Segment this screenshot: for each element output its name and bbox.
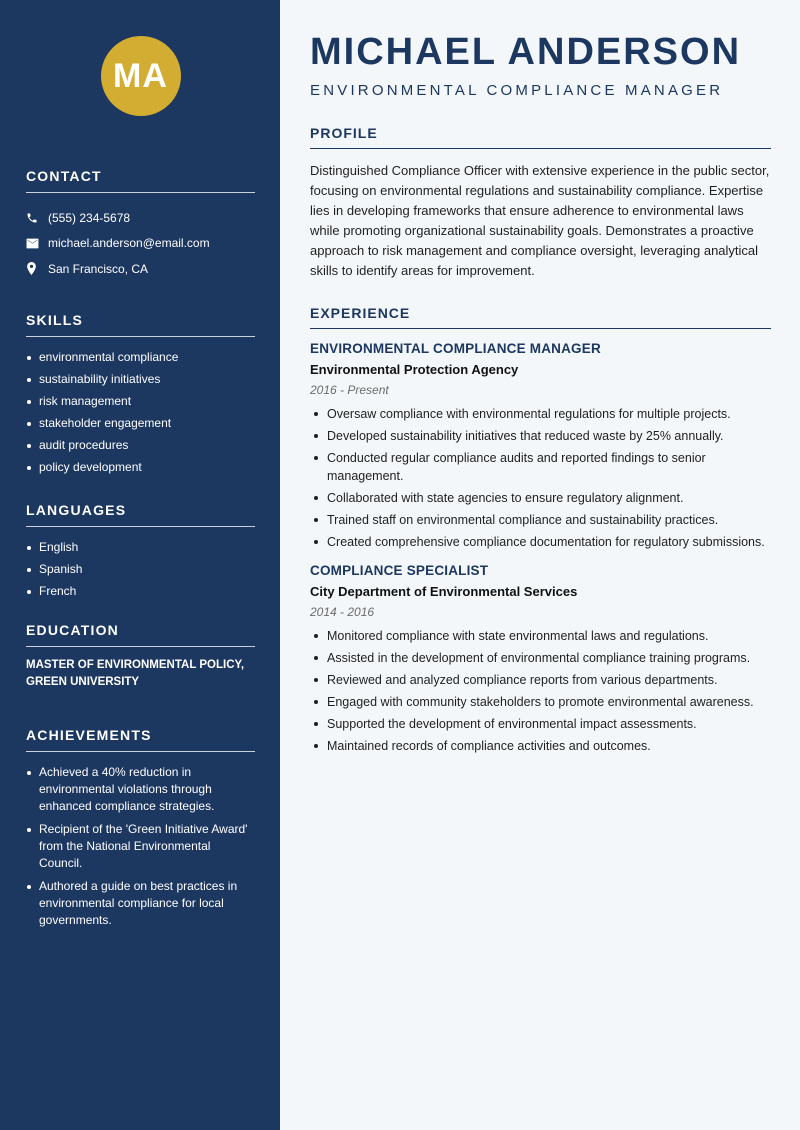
phone-text[interactable]: (555) 234-5678 (48, 210, 131, 225)
contact-title: CONTACT (26, 168, 255, 193)
achievements-section (26, 727, 255, 929)
job-dates: 2014 - 2016 (310, 605, 375, 619)
contact-section (26, 168, 255, 282)
phone-icon (26, 212, 48, 224)
job-entry (310, 341, 771, 551)
job-company: City Department of Environmental Services (310, 584, 578, 599)
job-bullets (310, 627, 771, 755)
job-title: ENVIRONMENTAL COMPLIANCE MANAGER (310, 341, 601, 356)
contact-phone (26, 205, 255, 231)
location-pin-icon (26, 262, 48, 275)
job-bullet: Assisted in the development of environmental compliance training programs. (310, 649, 771, 667)
skill-item: environmental compliance (26, 349, 255, 366)
profile-text: Distinguished Compliance Officer with extensive experience in the public sector, focusing on environmental regulations and sustainability compliance. Expertise lies in developing frameworks that ensure adherence to environmental laws while promoting organizational sustainability goals. Demonstrates a proactive approach to risk management and compliance oversight, leveraging analytical skills to identify areas for improvement. (310, 163, 770, 278)
education-section (26, 622, 255, 691)
person-headline: ENVIRONMENTAL COMPLIANCE MANAGER (310, 82, 724, 99)
education-title: EDUCATION (26, 622, 255, 647)
language-item: English (26, 539, 255, 556)
skill-item: audit procedures (26, 437, 255, 454)
job-bullet: Conducted regular compliance audits and reported findings to senior management. (310, 449, 771, 485)
person-name: MICHAEL ANDERSON (310, 31, 742, 73)
job-title: COMPLIANCE SPECIALIST (310, 563, 489, 578)
location-text: San Francisco, CA (48, 261, 149, 276)
skill-item: sustainability initiatives (26, 371, 255, 388)
achievement-item: Authored a guide on best practices in environmental compliance for local governments. (26, 878, 255, 929)
contact-email (26, 231, 255, 257)
languages-list (26, 539, 255, 600)
achievement-item: Recipient of the 'Green Initiative Award' from the National Environmental Council. (26, 821, 255, 872)
skill-item: policy development (26, 459, 255, 476)
job-entry (310, 563, 771, 755)
languages-title: LANGUAGES (26, 502, 255, 527)
skill-item: risk management (26, 393, 255, 410)
job-bullet: Maintained records of compliance activities and outcomes. (310, 737, 771, 755)
main-content (280, 0, 800, 1130)
job-bullets (310, 405, 771, 551)
contact-list (26, 205, 255, 282)
job-bullet: Trained staff on environmental compliance and sustainability practices. (310, 511, 771, 529)
skills-title: SKILLS (26, 312, 255, 337)
profile-section (310, 125, 771, 281)
education-degree: MASTER OF ENVIRONMENTAL POLICY, GREEN UNIVERSITY (26, 658, 245, 688)
job-bullet: Developed sustainability initiatives that reduced waste by 25% annually. (310, 427, 771, 445)
job-company: Environmental Protection Agency (310, 362, 519, 377)
job-bullet: Created comprehensive compliance documentation for regulatory submissions. (310, 533, 771, 551)
email-text[interactable]: michael.anderson@email.com (48, 236, 210, 251)
contact-location (26, 256, 255, 282)
profile-title: PROFILE (310, 125, 771, 149)
job-bullet: Collaborated with state agencies to ensure regulatory alignment. (310, 489, 771, 507)
sidebar (0, 0, 280, 1130)
skill-item: stakeholder engagement (26, 415, 255, 432)
achievements-title: ACHIEVEMENTS (26, 727, 255, 752)
avatar (101, 36, 181, 116)
job-dates: 2016 - Present (310, 383, 389, 397)
achievements-list (26, 764, 255, 929)
avatar-initials: MA (113, 56, 168, 95)
skills-list (26, 349, 255, 476)
languages-section (26, 502, 255, 600)
skills-section (26, 312, 255, 476)
mail-icon (26, 238, 48, 249)
job-bullet: Supported the development of environmental impact assessments. (310, 715, 771, 733)
job-bullet: Monitored compliance with state environmental laws and regulations. (310, 627, 771, 645)
achievement-item: Achieved a 40% reduction in environmental violations through enhanced compliance strategies. (26, 764, 255, 815)
job-bullet: Reviewed and analyzed compliance reports from various departments. (310, 671, 771, 689)
language-item: French (26, 583, 255, 600)
language-item: Spanish (26, 561, 255, 578)
job-bullet: Engaged with community stakeholders to promote environmental awareness. (310, 693, 771, 711)
job-bullet: Oversaw compliance with environmental regulations for multiple projects. (310, 405, 771, 423)
experience-section (310, 305, 771, 755)
experience-title: EXPERIENCE (310, 305, 771, 329)
